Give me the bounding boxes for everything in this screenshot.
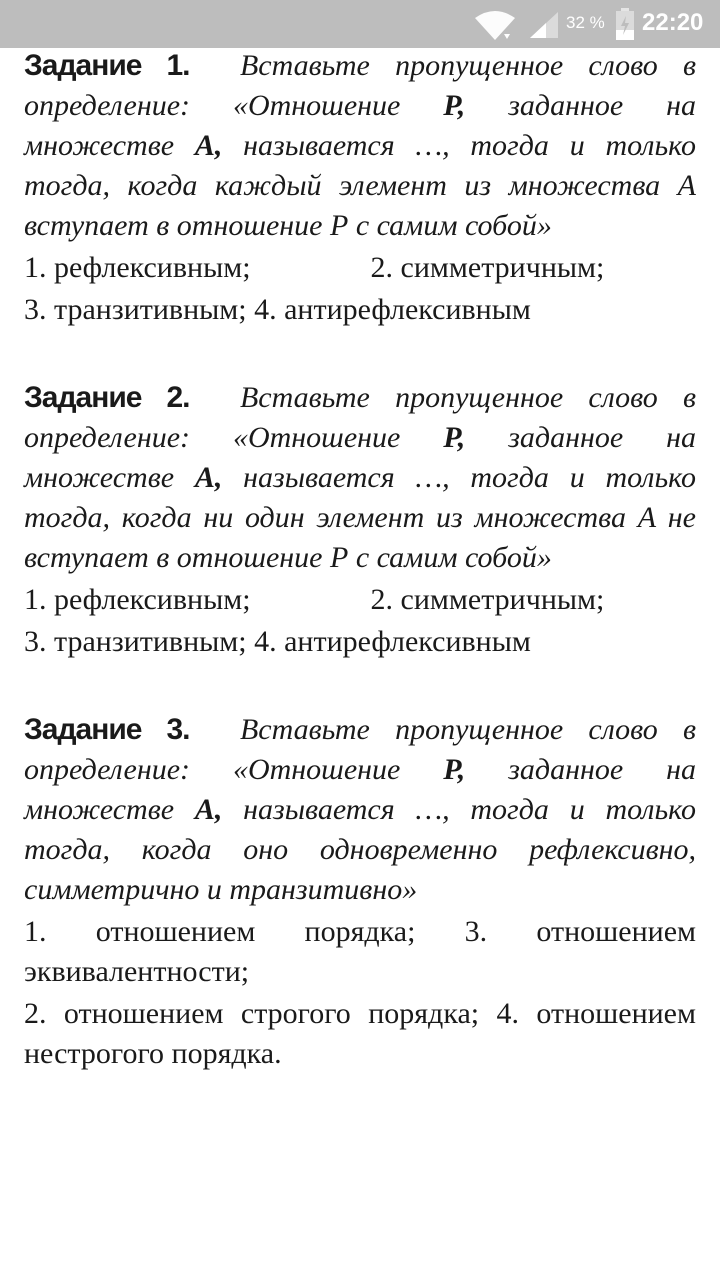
question-text-part1: Вставьте пропущенное слово в определение: «Отношение xyxy=(24,49,697,122)
answer-line: 3. транзитивным; 4. антирефлексивным xyxy=(24,625,531,658)
battery-percent: 32 % xyxy=(566,13,605,32)
task-label: Задание 1. xyxy=(24,49,190,82)
document-body xyxy=(24,46,696,1074)
wifi-icon xyxy=(474,10,516,42)
battery-icon xyxy=(614,8,636,40)
task-label: Задание 3. xyxy=(24,713,190,746)
task-question xyxy=(24,710,696,910)
answer-options xyxy=(24,248,696,330)
set-symbol: A, xyxy=(194,461,223,494)
question-text-part3: называется …, тогда и только тогда, когда каждый элемент из множества А вступает в отношение Р с самим собой» xyxy=(24,129,697,242)
relation-symbol: P, xyxy=(443,753,466,786)
question-text-part1: Вставьте пропущенное слово в определение: «Отношение xyxy=(24,713,697,786)
question-text-part2: заданное на множестве xyxy=(24,753,697,826)
task-question xyxy=(24,46,696,246)
task-1 xyxy=(24,46,696,330)
set-symbol: A, xyxy=(194,129,223,162)
question-text-part1: Вставьте пропущенное слово в определение: «Отношение xyxy=(24,381,697,454)
relation-symbol: P, xyxy=(443,89,466,122)
answer-line: 3. транзитивным; 4. антирефлексивным xyxy=(24,293,531,326)
question-text-part2: заданное на множестве xyxy=(24,89,697,162)
task-question xyxy=(24,378,696,578)
task-label: Задание 2. xyxy=(24,381,190,414)
question-text-part2: заданное на множестве xyxy=(24,421,697,494)
answer-line: 2. отношением строгого порядка; 4. отношением нестрогого порядка. xyxy=(24,997,696,1070)
answer-options xyxy=(24,912,696,1074)
question-text-part3: называется …, тогда и только тогда, когда оно одновременно рефлексивно, симметрично и транзитивно» xyxy=(24,793,697,906)
answer-options xyxy=(24,580,696,662)
signal-icon xyxy=(528,10,560,40)
task-3 xyxy=(24,710,696,1074)
status-bar xyxy=(0,0,720,48)
clock: 22:20 xyxy=(642,9,704,36)
answer-line: 1. отношением порядка; 3. отношением эквивалентности; xyxy=(24,915,696,988)
answer-line: 1. рефлексивным; 2. симметричным; xyxy=(24,583,605,616)
task-2 xyxy=(24,378,696,662)
set-symbol: A, xyxy=(194,793,223,826)
answer-line: 1. рефлексивным; 2. симметричным; xyxy=(24,251,605,284)
relation-symbol: P, xyxy=(443,421,466,454)
question-text-part3: называется …, тогда и только тогда, когда ни один элемент из множества А не вступает в отношение Р с самим собой» xyxy=(24,461,697,574)
